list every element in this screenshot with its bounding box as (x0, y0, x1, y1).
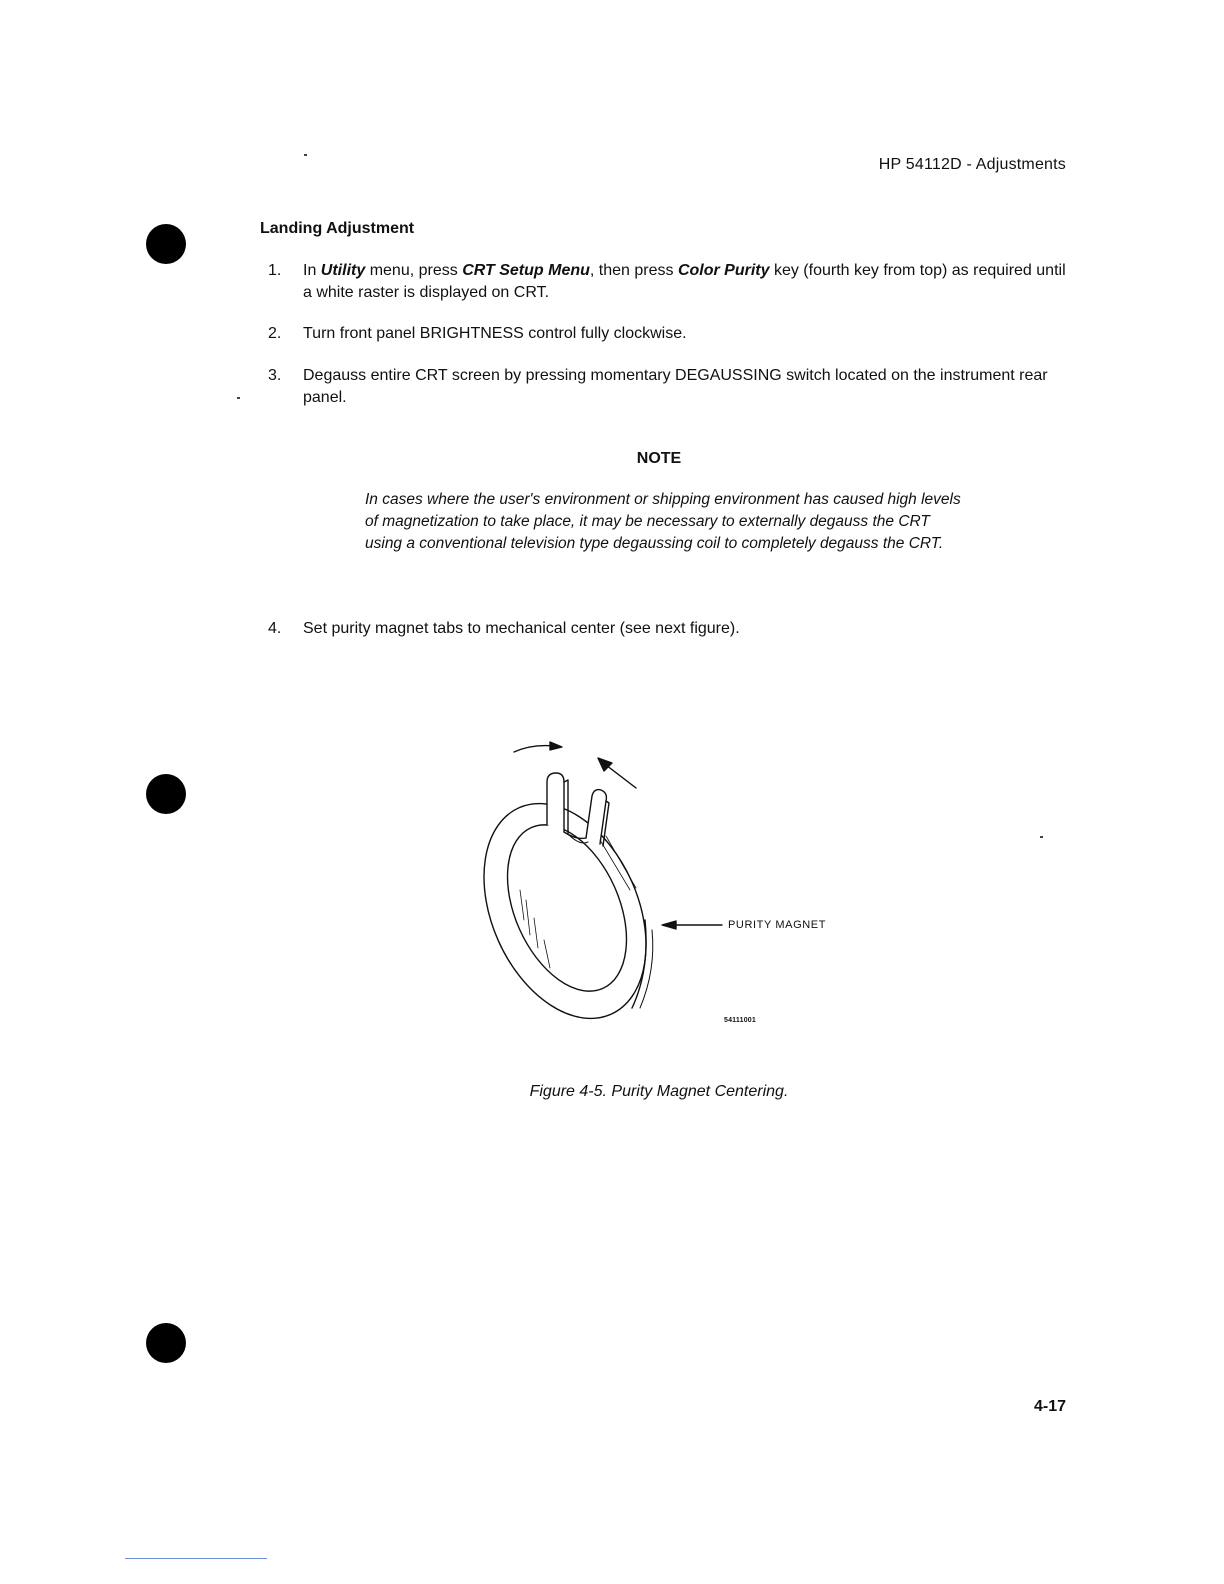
purity-magnet-figure (480, 730, 860, 1040)
key-name-color-purity: Color Purity (677, 262, 770, 279)
step-3 (268, 365, 1068, 409)
step-2 (268, 323, 1068, 345)
purity-magnet-label: PURITY MAGNET (728, 919, 827, 931)
step-text-segment: menu, press (365, 262, 463, 279)
callout-arrow-head (662, 921, 676, 929)
ring-outer-edge (480, 778, 678, 1040)
step-text-segment: key (fourth key from top) as required until a white raster is displayed on CRT. (303, 262, 1066, 301)
running-header: HP 54112D - Adjustments (878, 156, 1066, 173)
shading (600, 836, 636, 890)
note-title: NOTE (636, 450, 682, 467)
step-4 (268, 618, 1068, 640)
step-text: Turn front panel BRIGHTNESS control fully clockwise. (303, 325, 687, 342)
scan-speck (1040, 836, 1043, 838)
magnet-tab-right (586, 790, 606, 844)
step-1 (268, 260, 1068, 304)
step-number: 2. (268, 325, 282, 342)
section-title: Landing Adjustment (260, 220, 415, 237)
scan-speck (237, 397, 240, 399)
arrow-head (598, 758, 612, 771)
key-name-crt-setup-menu: CRT Setup Menu (462, 262, 590, 279)
footer-rule (125, 1558, 267, 1559)
magnet-tab-left (547, 773, 564, 832)
step-number: 4. (268, 620, 282, 637)
ring-thickness (632, 920, 646, 1008)
ring-inner-edge (484, 806, 651, 1009)
binder-hole-top (146, 224, 186, 264)
binder-hole-bottom (146, 1323, 186, 1363)
menu-name-utility: Utility (320, 262, 366, 279)
figure-code: 54111001 (724, 1017, 756, 1024)
step-text-segment: In (303, 262, 321, 279)
step-text: Degauss entire CRT screen by pressing momentary DEGAUSSING switch located on the instrument rear panel. (303, 367, 1048, 406)
rotation-arrow-left (514, 746, 554, 752)
page-number: 4-17 (1033, 1398, 1066, 1415)
purity-magnet-illustration (480, 730, 860, 1040)
step-text: Set purity magnet tabs to mechanical center (see next figure). (303, 620, 740, 637)
note-body: In cases where the user's environment or shipping environment has caused high levels of magnetization to take place, it may be necessary to externally degauss the CRT using a conventional television type degaussing coil to completely degauss the CRT. (365, 491, 961, 552)
figure-caption: Figure 4-5. Purity Magnet Centering. (529, 1083, 789, 1100)
scan-speck (304, 154, 307, 156)
step-text-segment: , then press (589, 262, 678, 279)
step-text (303, 260, 1068, 304)
binder-hole-middle (146, 774, 186, 814)
step-number: 1. (268, 262, 282, 279)
step-number: 3. (268, 367, 282, 384)
arrow-head (550, 742, 562, 750)
